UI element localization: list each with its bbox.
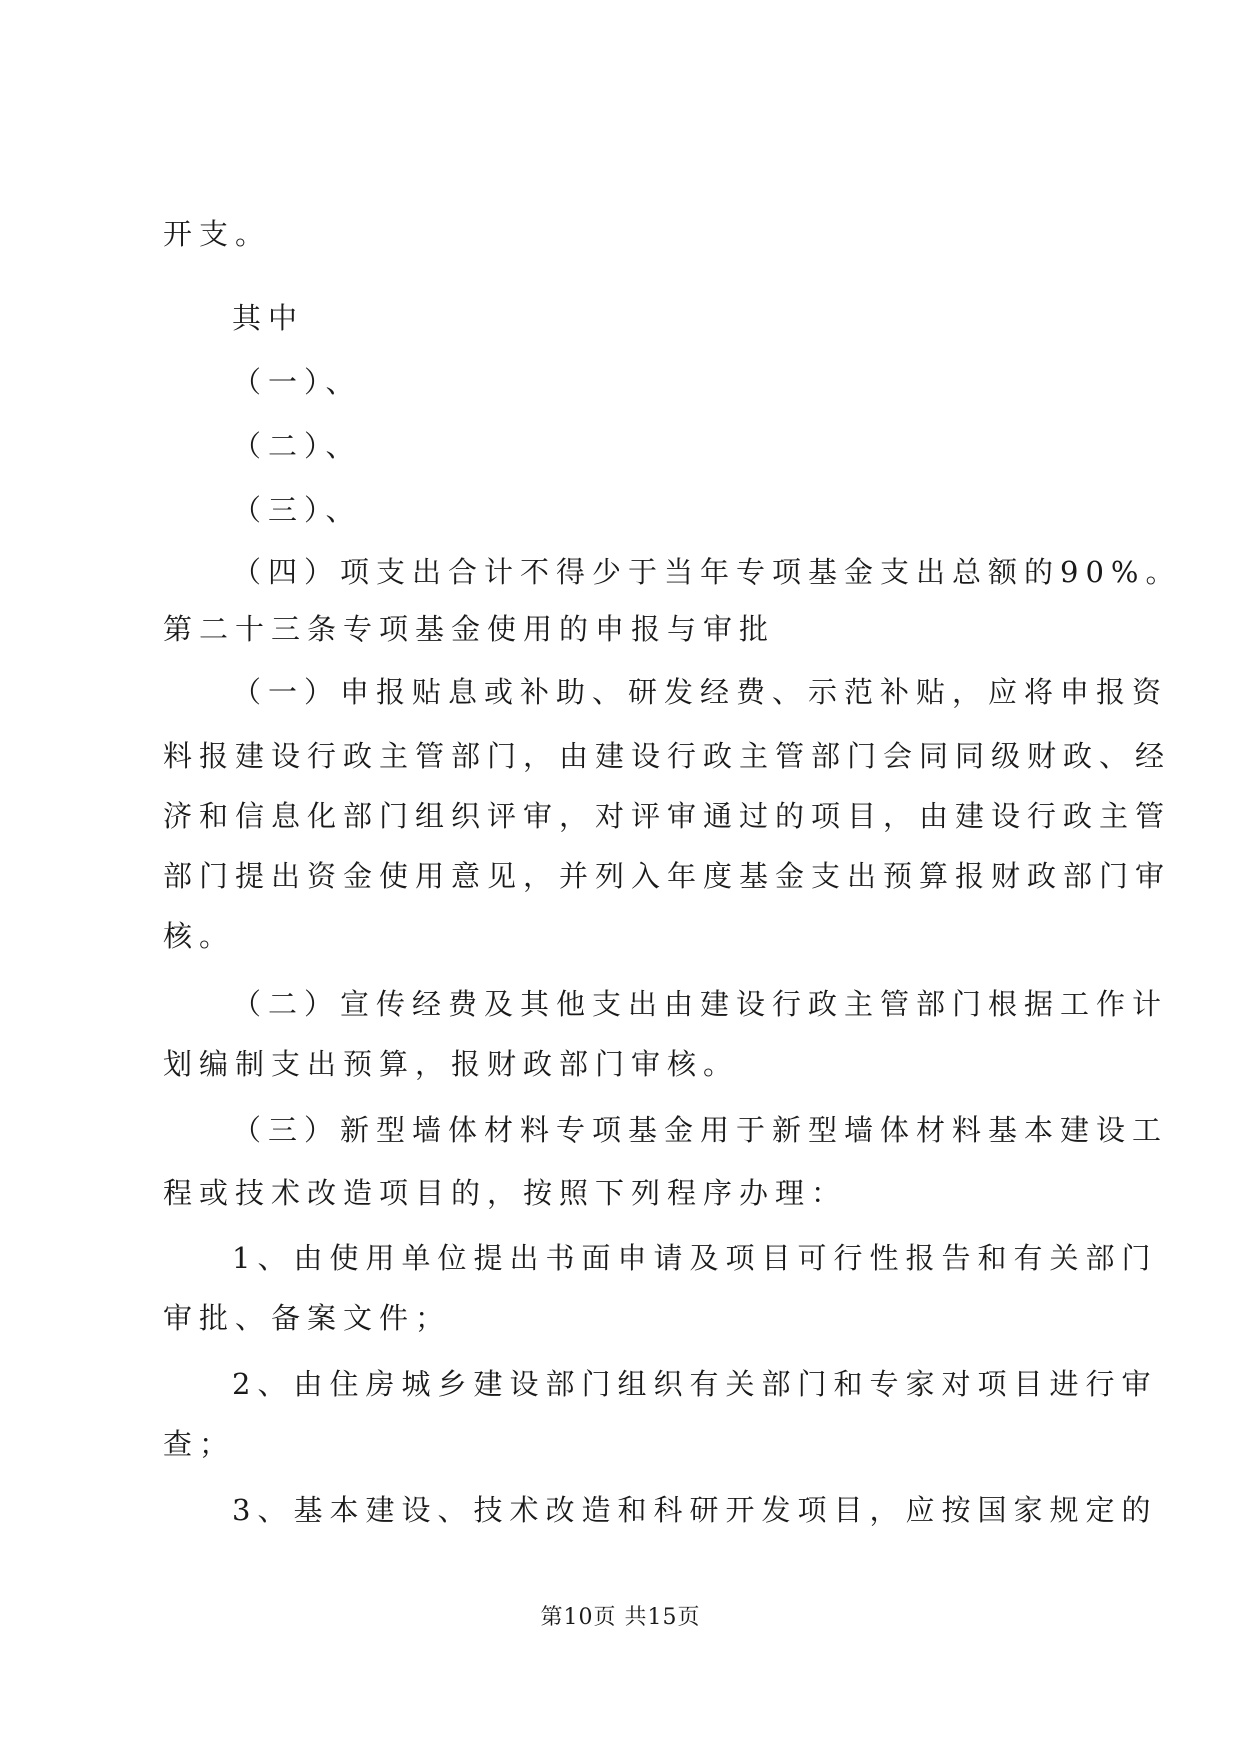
text-line-6: （四）项支出合计不得少于当年专项基金支出总额的90%。 — [232, 555, 1182, 589]
text-line-15: （三）新型墙体材料专项基金用于新型墙体材料基本建设工 — [232, 1113, 1169, 1147]
text-line-3: （一）、 — [232, 365, 362, 399]
text-line-7: 第二十三条专项基金使用的申报与审批 — [163, 612, 776, 646]
text-line-13: （二）宣传经费及其他支出由建设行政主管部门根据工作计 — [232, 987, 1169, 1021]
text-line-17: 1、由使用单位提出书面申请及项目可行性报告和有关部门 — [232, 1241, 1158, 1275]
text-line-14: 划编制支出预算，报财政部门审核。 — [163, 1047, 740, 1081]
page-number-footer: 第10页 共15页 — [540, 1605, 701, 1630]
text-line-21: 3、基本建设、技术改造和科研开发项目，应按国家规定的 — [232, 1493, 1158, 1527]
text-line-5: （三）、 — [232, 493, 362, 527]
text-line-20: 查； — [163, 1427, 236, 1461]
text-line-2: 其中 — [232, 301, 305, 335]
text-line-11: 部门提出资金使用意见，并列入年度基金支出预算报财政部门审 — [163, 859, 1172, 893]
text-line-9: 料报建设行政主管部门，由建设行政主管部门会同同级财政、经 — [163, 739, 1172, 773]
text-line-10: 济和信息化部门组织评审，对评审通过的项目，由建设行政主管 — [163, 799, 1172, 833]
text-line-8: （一）申报贴息或补助、研发经费、示范补贴，应将申报资 — [232, 675, 1169, 709]
text-line-18: 审批、备案文件； — [163, 1301, 452, 1335]
text-line-12: 核。 — [163, 919, 236, 953]
text-line-19: 2、由住房城乡建设部门组织有关部门和专家对项目进行审 — [232, 1367, 1158, 1401]
text-line-1: 开支。 — [163, 217, 272, 251]
text-line-4: （二）、 — [232, 429, 362, 463]
text-line-16: 程或技术改造项目的，按照下列程序办理： — [163, 1176, 848, 1210]
